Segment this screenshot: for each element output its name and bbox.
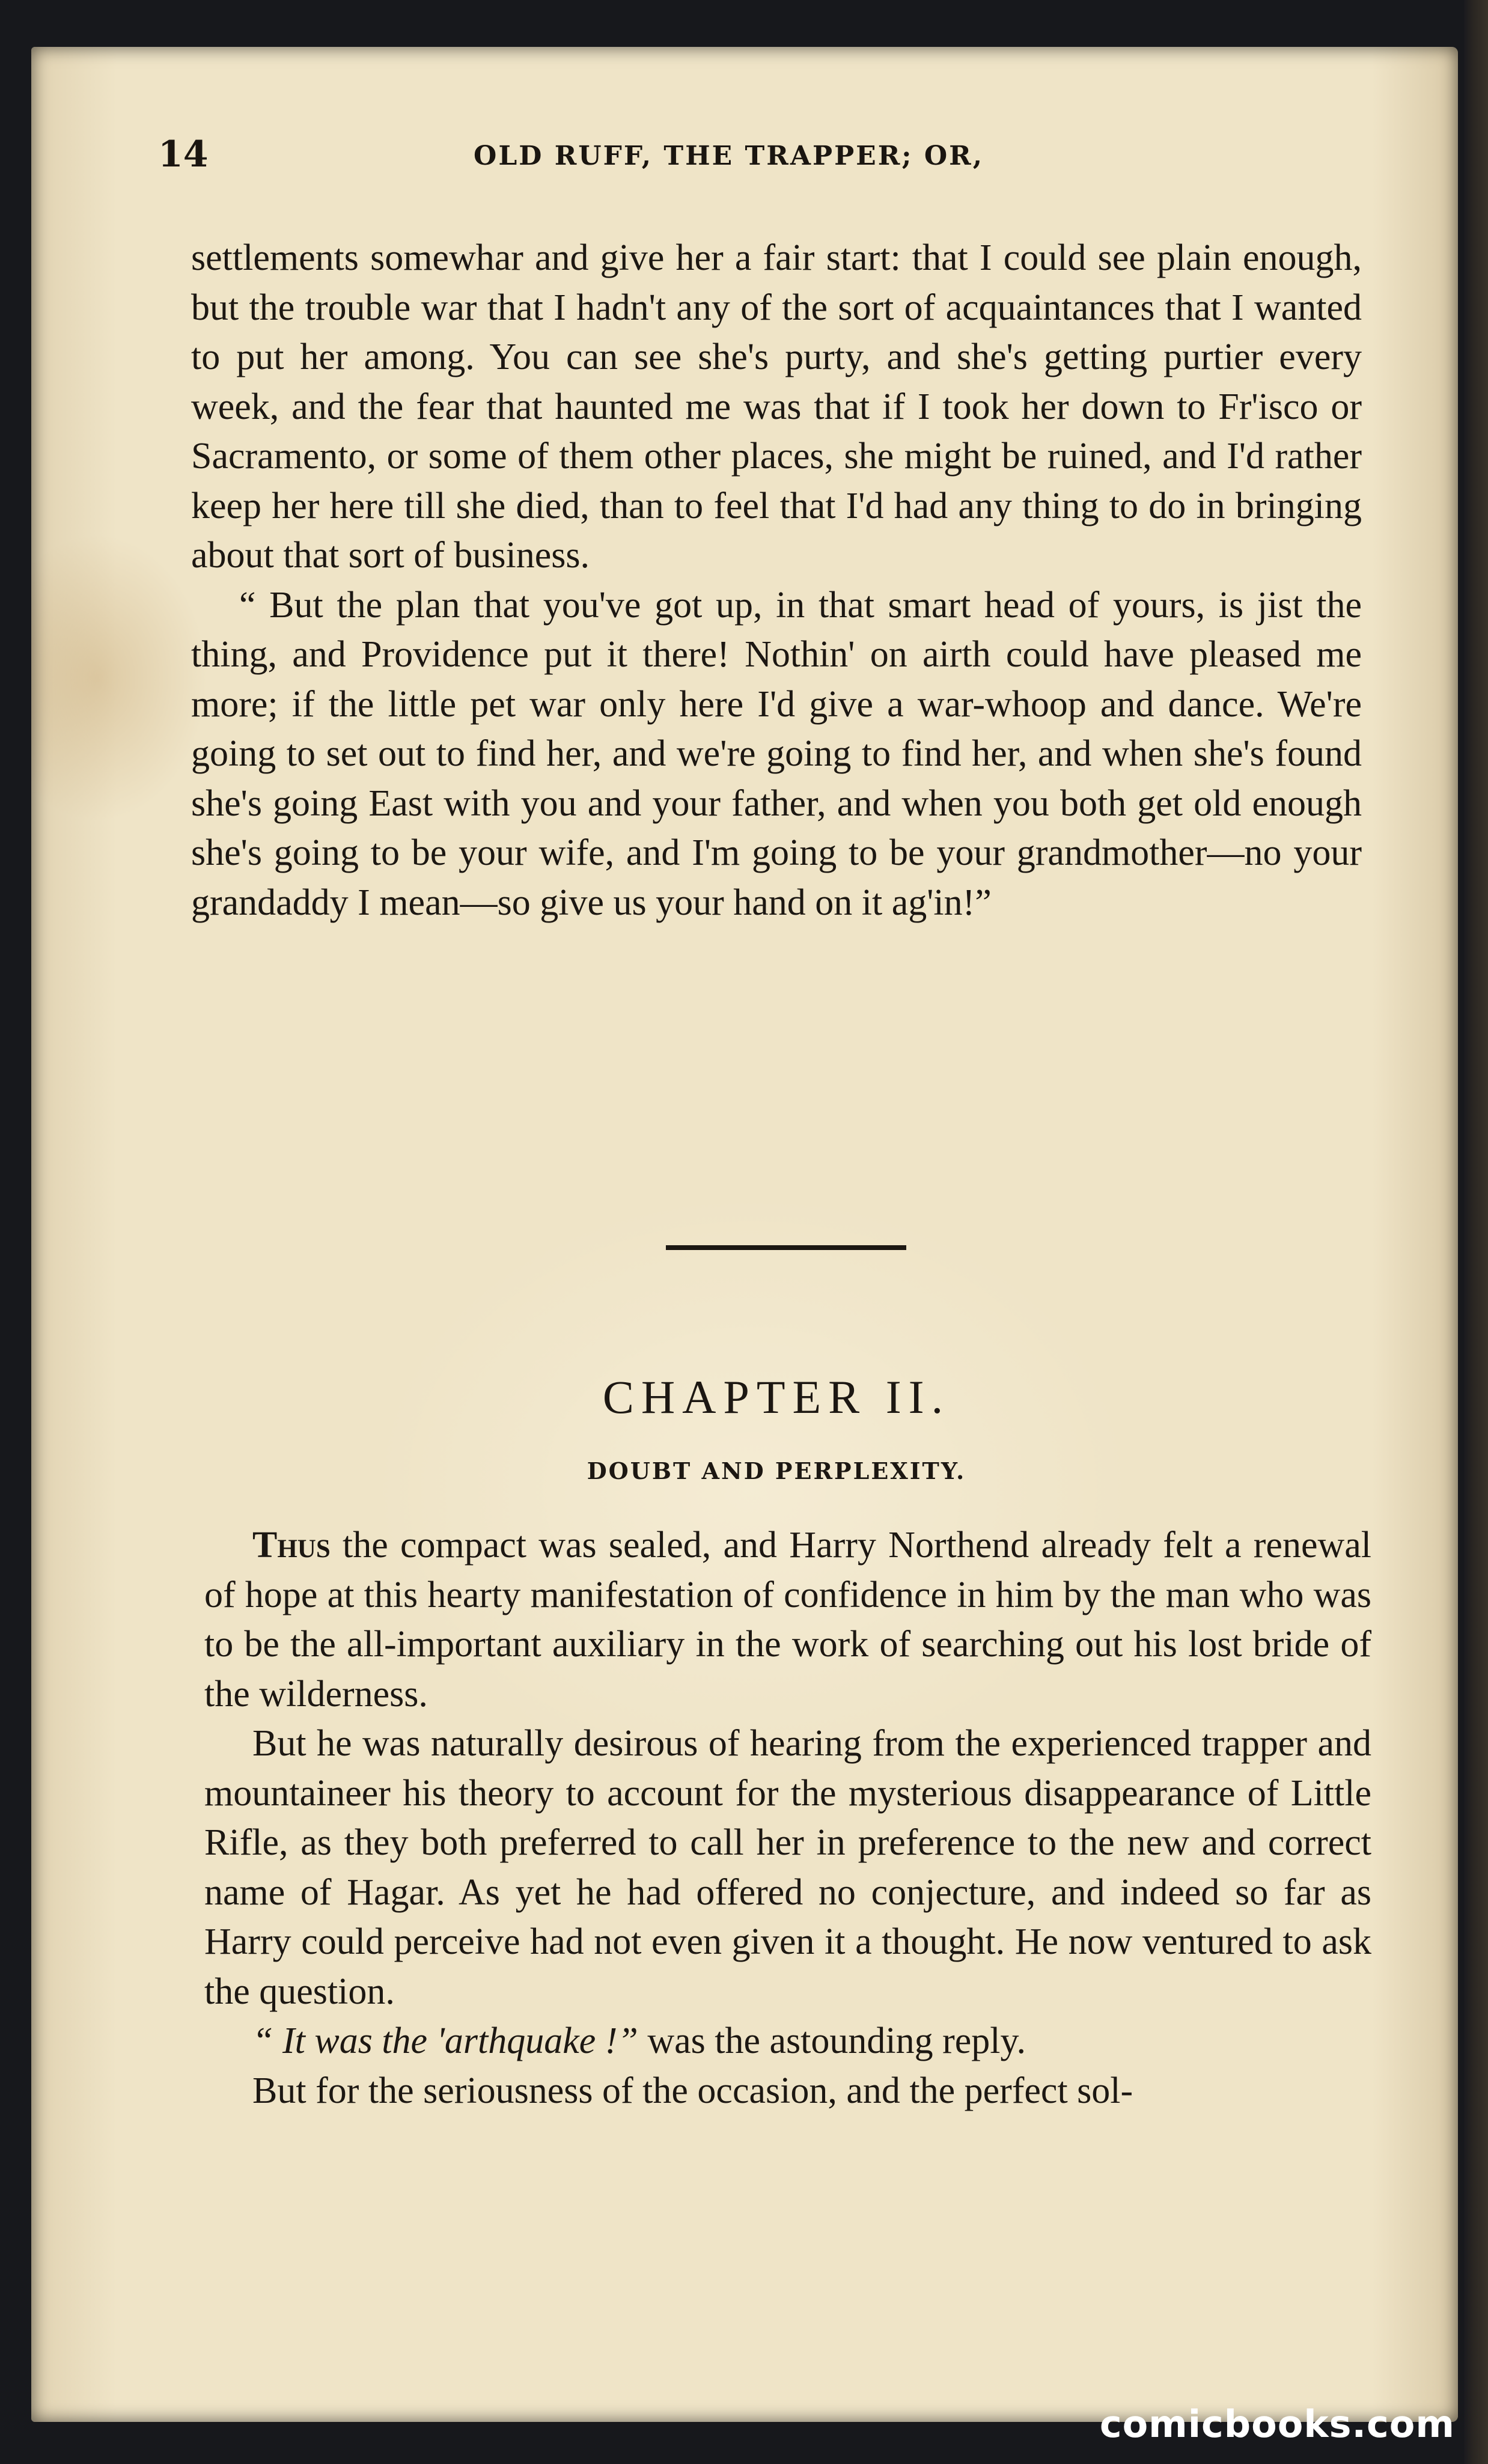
chapter-paragraph-1 (204, 1520, 1371, 1719)
chapter-paragraph-2: But he was naturally desirous of hearing from the experienced trapper and mountaineer his theory to account for the mysterious disappearance of Little Rifle, as they both preferred to call her in preference to the new and correct name of Hagar. As yet he had offered no conjecture, and indeed so far as Harry could perceive had not even given it a thought. He now ventured to ask the question. (204, 1723, 1371, 2012)
chapter-paragraph-4: But for the seriousness of the occasion, and the perfect sol- (252, 2070, 1133, 2111)
continued-text (191, 233, 1362, 927)
quote-rest: was the astounding reply. (638, 2020, 1026, 2061)
page-number: 14 (158, 133, 209, 175)
chapter-paragraph-1-text: the compact was sealed, and Harry Northend already felt a renewal of hope at this hearty manifestation of confidence in him by the man who was to be the all-important auxiliary in the work of searching out his lost bride of the wilderness. (204, 1525, 1371, 1715)
paragraph-continued: settlements somewhar and give her a fair start: that I could see plain enough, but the trouble war that I hadn't any of the sort of acquaintances that I wanted to put her among. You can see she's purty, and she's getting purtier every week, and the fear that haunted me was that if I took her down to Fr'isco or Sacramento, or some of them other places, she might be ruined, and I'd rather keep her here till she died, than to feel that I'd had any thing to do in bringing about that sort of business. (191, 237, 1362, 576)
quote-italic: “ It was the 'arthquake !” (252, 2020, 638, 2061)
chapter-paragraph-3 (204, 2016, 1371, 2066)
page-header (158, 127, 1379, 194)
watermark-logo: comicbooks.com (1099, 2402, 1455, 2446)
chapter-text (204, 1520, 1371, 2115)
paragraph-quote: “ But the plan that you've got up, in that smart head of yours, is jist the thing, and Providence put it there! Nothin' on airth could have pleased me more; if the little pet war only here I'd give a war-whoop and dance. We're going to set out to find her, and we're going to find her, and when she's found she's going East with you and your father, and when you both get old enough she's going to be your wife, and I'm going to be your grandmother—no your grandaddy I mean—so give us your hand on it ag'in!” (191, 584, 1362, 923)
chapter-subtitle: DOUBT AND PERPLEXITY. (587, 1457, 966, 1484)
section-divider (666, 1245, 906, 1250)
running-head: OLD RUFF, THE TRAPPER; OR, (474, 141, 984, 171)
chapter-title: CHAPTER II. (602, 1371, 951, 1423)
book-spine (1464, 0, 1488, 2464)
drop-word: Thus (252, 1525, 331, 1566)
